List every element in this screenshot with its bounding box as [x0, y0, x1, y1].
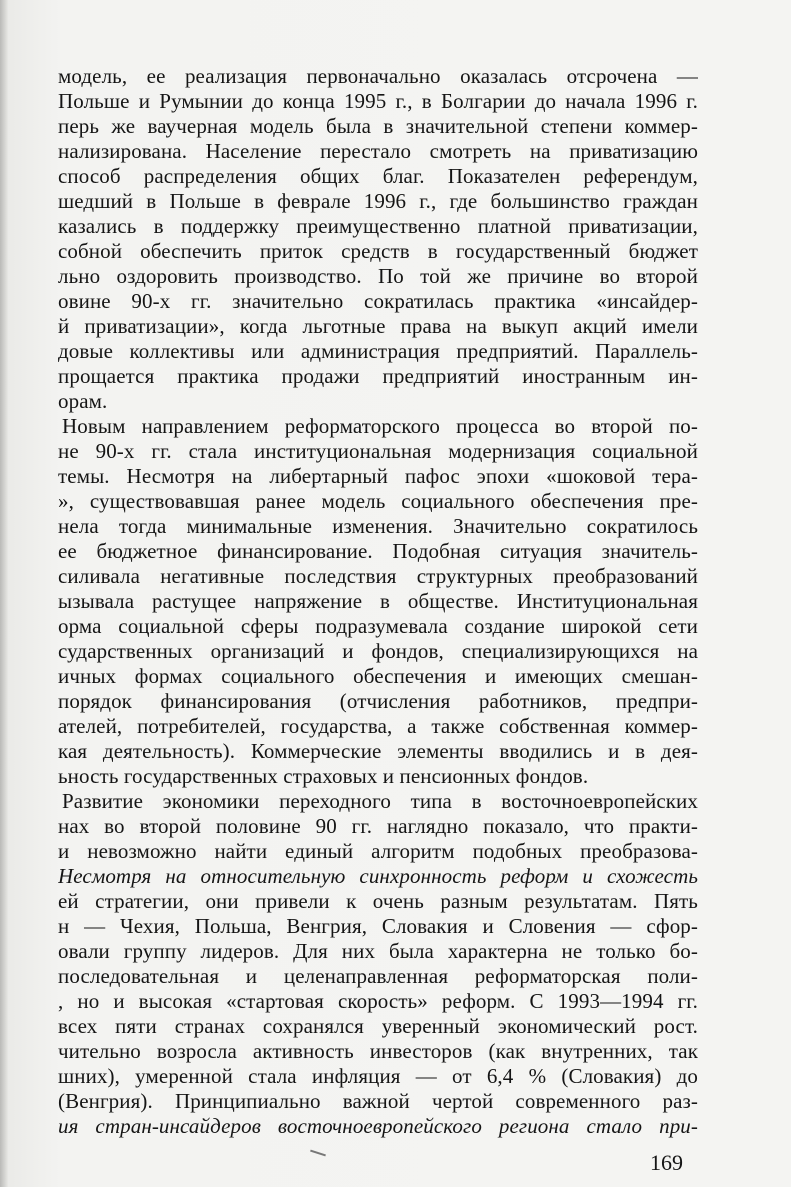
- text-line: овине 90-х гг. значительно сократилась практика «инсайдер-: [58, 289, 698, 313]
- text-line: собной обеспечить приток средств в государственный бюджет: [58, 239, 698, 263]
- page-number: 169: [650, 1150, 683, 1175]
- text-line: кая деятельность). Коммерческие элементы вводились и в дея-: [58, 739, 698, 763]
- text-line: ия стран-инсайдеров восточноевропейского региона стало при-: [58, 1114, 698, 1138]
- text-line: й приватизации», когда льготные права на выкуп акций имели: [58, 314, 698, 338]
- text-line: чительно возросла активность инвесторов (как внутренних, так: [58, 1039, 698, 1063]
- text-line: ее бюджетное финансирование. Подобная ситуация значитель-: [58, 539, 698, 563]
- page-edge-shadow: [0, 0, 8, 1187]
- text-line: орам.: [58, 389, 108, 413]
- text-line: ателей, потребителей, государства, а также собственная коммер-: [58, 714, 698, 738]
- text-line: орма социальной сферы подразумевала создание широкой сети: [58, 614, 698, 638]
- text-line: всех пяти странах сохранялся уверенный экономический рост.: [58, 1014, 698, 1038]
- text-line: льно оздоровить производство. По той же причине во второй: [58, 264, 698, 288]
- text-line: Новым направлением реформаторского процесса во второй по-: [62, 414, 698, 438]
- text-line: », существовавшая ранее модель социального обеспечения пре-: [58, 489, 698, 513]
- text-line: последовательная и целенаправленная реформаторская поли-: [58, 964, 698, 988]
- text-line: и невозможно найти единый алгоритм подобных преобразова-: [58, 839, 698, 863]
- text-line: способ распределения общих благ. Показателен референдум,: [58, 164, 698, 188]
- text-line: сударственных организаций и фондов, специализирующихся на: [58, 639, 698, 663]
- text-line: овали группу лидеров. Для них была характерна не только бо-: [58, 939, 698, 963]
- scan-mark: [310, 1150, 326, 1157]
- text-line: шних), умеренной стала инфляция — от 6,4 % (Словакия) до: [58, 1064, 698, 1088]
- text-line: ызывала растущее напряжение в обществе. Институциональная: [58, 589, 698, 613]
- text-line: силивала негативные последствия структурных преобразований: [58, 564, 698, 588]
- text-line: ьность государственных страховых и пенсионных фондов.: [58, 764, 589, 788]
- text-line: н — Чехия, Польша, Венгрия, Словакия и Словения — сфор-: [58, 914, 698, 938]
- text-line: перь же ваучерная модель была в значительной степени коммер-: [58, 114, 698, 138]
- text-line: порядок финансирования (отчисления работников, предпри-: [58, 689, 698, 713]
- text-line: (Венгрия). Принципиально важной чертой современного раз-: [58, 1089, 698, 1113]
- text-line: ей стратегии, они привели к очень разным результатам. Пять: [58, 889, 698, 913]
- text-line: нализирована. Население перестало смотреть на приватизацию: [58, 139, 698, 163]
- text-line: темы. Несмотря на либертарный пафос эпохи «шоковой тера-: [58, 464, 698, 488]
- text-line: Развитие экономики переходного типа в восточноевропейских: [62, 789, 698, 813]
- text-line: Несмотря на относительную синхронность реформ и схожесть: [58, 864, 698, 888]
- text-line: казались в поддержку преимущественно платной приватизации,: [58, 214, 698, 238]
- text-line: не 90-х гг. стала институциональная модернизация социальной: [58, 439, 698, 463]
- text-line: ичных формах социального обеспечения и имеющих смешан-: [58, 664, 698, 688]
- text-line: прощается практика продажи предприятий иностранным ин-: [58, 364, 698, 388]
- text-line: шедший в Польше в феврале 1996 г., где большинство граждан: [58, 189, 698, 213]
- text-line: довые коллективы или администрация предприятий. Параллель-: [58, 339, 698, 363]
- text-line: модель, ее реализация первоначально оказалась отсрочена —: [58, 64, 698, 88]
- text-line: нела тогда минимальные изменения. Значительно сократилось: [58, 514, 698, 538]
- text-line: нах во второй половине 90 гг. наглядно показало, что практи-: [58, 814, 698, 838]
- text-line: Польше и Румынии до конца 1995 г., в Болгарии до начала 1996 г.: [58, 89, 698, 113]
- body-text: [58, 64, 698, 1139]
- text-line: , но и высокая «стартовая скорость» реформ. С 1993—1994 гг.: [58, 989, 698, 1013]
